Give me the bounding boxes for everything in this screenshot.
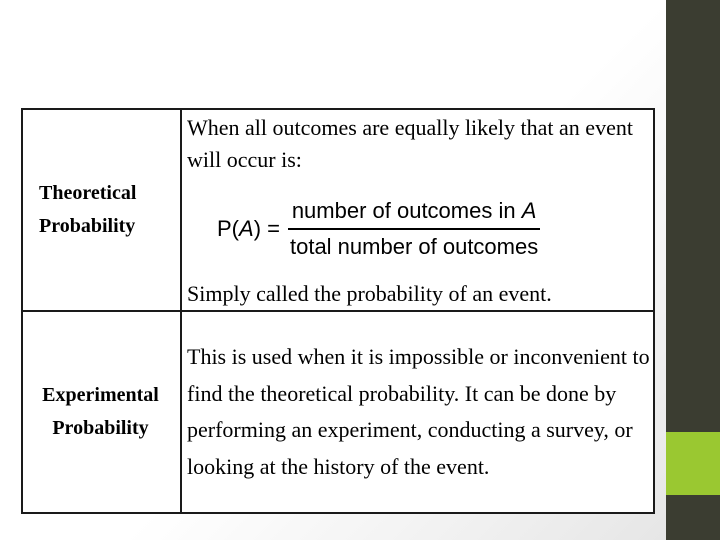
side-accent-block — [666, 432, 720, 495]
formula-numerator-text: number of outcomes in — [291, 198, 522, 223]
experimental-label-line1: Experimental — [42, 384, 159, 406]
theoretical-content-cell — [181, 109, 654, 311]
theoretical-row — [22, 109, 654, 311]
theoretical-intro: When all outcomes are equally likely that an event will occur is: — [187, 115, 633, 172]
formula-lhs-prefix: P( — [217, 216, 239, 241]
formula-denominator: total number of outcomes — [289, 234, 539, 259]
probability-table — [21, 108, 655, 514]
experimental-content-cell — [181, 311, 654, 513]
probability-formula — [217, 198, 653, 260]
formula-lhs-suffix: ) = — [253, 216, 280, 241]
theoretical-label-cell — [22, 109, 181, 311]
experimental-row — [22, 311, 654, 513]
formula-fraction — [288, 198, 540, 260]
formula-lhs — [217, 213, 280, 245]
formula-numerator — [290, 198, 539, 228]
formula-lhs-var: A — [239, 216, 254, 241]
formula-numerator-var: A — [521, 198, 537, 223]
theoretical-note: Simply called the probability of an event. — [187, 281, 552, 306]
experimental-label-cell — [22, 311, 181, 513]
theoretical-label-line1: Theoretical — [39, 182, 137, 204]
experimental-label-line2: Probability — [52, 417, 149, 439]
theoretical-label-line2: Probability — [39, 215, 136, 237]
experimental-text: This is used when it is impossible or inconvenient to find the theoretical probability. It can be done by performing an experiment, conducting a survey, or looking at the history of the event. — [187, 344, 650, 479]
